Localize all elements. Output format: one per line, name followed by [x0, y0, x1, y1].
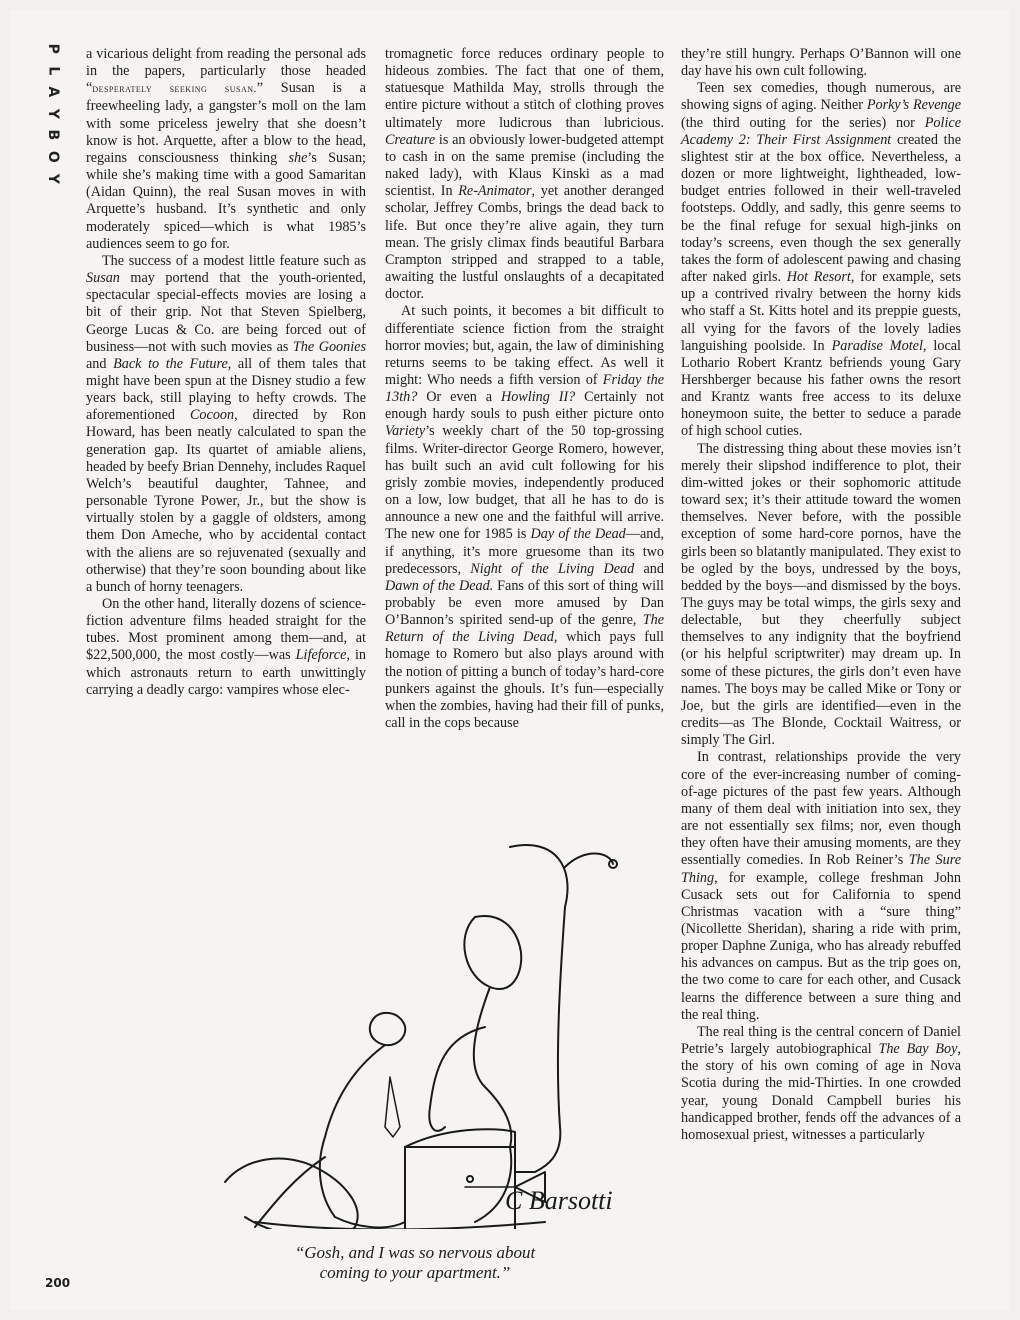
- chair-front-panel: [405, 1147, 515, 1229]
- paragraph: The success of a modest little feature such as Susan may portend that the youth-oriented, spectacular special-effects movies are losing a bit of their grip. Not that Steven Spielberg, George Lucas & Co. are being forced out of business—not with such movies as The Goonies and Back to the Future, all of them tales that might have been spun at the Disney studio a few years back, still playing to hefty crowds. The aforementioned Cocoon, directed by Ron Howard, has been neatly calculated to span the generation gap. Its quartet of amiable aliens, headed by beefy Brian Dennehy, includes Raquel Welch’s beautiful daughter, Tahnee, and personable Tyrone Power, Jr., but the show is virtually stolen by a gaggle of oldsters, among them Don Ameche, who by accidental contact with the aliens are so rejuvenated (sexually and otherwise) that they’re soon bounding about like a bunch of horny teenagers.: [86, 252, 367, 595]
- paragraph: they’re still hungry. Perhaps O’Bannon will one day have his own cult following.: [681, 46, 961, 80]
- cartoon-caption: [215, 1243, 615, 1284]
- masthead-letter: A: [44, 86, 61, 98]
- paragraph: The real thing is the central concern of Daniel Petrie’s largely autobiographical The Bay Boy, the story of his own coming of age in Nova Scotia during the mid-Thirties. In one crowded year, young Donald Campbell buries his handicapped brother, fends off the advances of a homosexual priest, witnesses a particularly: [681, 1023, 961, 1143]
- man-legs: [255, 1157, 405, 1227]
- masthead-letter: L: [44, 65, 61, 75]
- paragraph: a vicarious delight from reading the personal ads in the papers, particularly those headed “desperately seeking susan.” Susan is a freewheeling lady, a gangster’s moll on the lam with some priceless jewelry that she doesn’t know is hot. Arquette, after a blow to the head, regains consciousness thinking she’s Susan; while she’s making time with a good Samaritan (Aidan Quinn), the real Susan moves in with Arquette’s husband. It’s synthetic and only moderately spiced—which is what 1985’s audiences seem to go for.: [86, 46, 366, 252]
- page-number: 200: [45, 1276, 71, 1290]
- masthead-letter: B: [44, 129, 61, 141]
- paragraph: At such points, it becomes a bit difficult to differentiate science fiction from the straight horror movies; but, again, the law of diminishing returns seems to be taking effect. As well it might: Who needs a fifth version of Friday the 13th? Or even a Howling II? Certainly not enough hardy souls to push either picture onto Variety’s weekly chart of the 50 top-grossing films. Writer-director George Romero, however, has built such an avid cult following for his grisly zombie movies, independently produced on a low, low budget, that all he has to do is announce a new one and the faithful will arrive. The new one for 1985 is Day of the Dead—and, if anything, it’s more gruesome than its two predecessors, Night of the Living Dead and Dawn of the Dead. Fans of this sort of thing will probably be even more amused by Dan O’Bannon’s spirited send-up of the genre, The Return of the Living Dead, which pays full homage to Romero but also plays around with the notion of pitting a bunch of today’s hard-core punkers against the ghouls. It’s fun—especially when the zombies, having had their fill of punks, call in the cops because: [385, 303, 665, 732]
- paragraph: Teen sex comedies, though numerous, are showing signs of aging. Neither Porky’s Revenge (the third outing for the series) nor Police Academy 2: Their First Assignment created the slightest stir at the box office. Nevertheless, a dozen or more lightweight, lightheaded, low-budget entries followed in their well-traveled footsteps. Oddly, and sadly, this genre seems to be the final refuge for sexual high-jinks on today’s screens, even though the sex generally takes the form of adolescent pawing and chasing after naked girls. Hot Resort, for example, sets up a contrived rivalry between the horny kids who staff a St. Kitts hotel and its preppie guests, all vying for the favors of the lovely ladies languishing poolside. In Paradise Motel, local Lothario Robert Krantz befriends young Gary Hershberger because his father owns the resort and Krantz wants free access to its deluxe honeymoon suite, the better to seduce a parade of high school cuties.: [681, 80, 962, 440]
- caption-line: coming to your apartment.”: [319, 1263, 511, 1283]
- masthead-letter: Y: [44, 108, 61, 119]
- woman-hair: [464, 916, 521, 989]
- cartoon-illustration: [215, 827, 665, 1229]
- armchair-back: [510, 845, 568, 1172]
- paragraph: On the other hand, literally dozens of science-fiction adventure films headed straight for the tubes. Most prominent among them—and, at $22,500,000, the most costly—was Lifeforce, in which astronauts return to earth unwittingly carrying a deadly cargo: vampires whose elec-: [86, 596, 366, 698]
- paragraph: The distressing thing about these movies isn’t merely their slipshod indifference to plot, their dim-witted jokes or their sophomoric attitude toward sex; it’s their attitude toward the women themselves. Never before, with the possible exception of some hard-core pornos, have the girls been so blatantly manipulated. They exist to be ogled by the boys, undressed by the boys, bedded by the boys—and dismissed by the boys. The guys may be total wimps, the girls sexy and delectable, but they cheerfully subject themselves to any indignity that the boyfriend (or his helpful scriptwriter) may dream up. In some of these pictures, the girls don’t even have names. The boys may be called Mike or Tony or Joe, but the girls are identified—even in the credits—as The Blonde, Cocktail Waitress, or simply The Girl.: [681, 440, 961, 749]
- woman-arm: [429, 1027, 485, 1131]
- man-body: [320, 1045, 385, 1217]
- man-head: [370, 1013, 405, 1045]
- text-column-1: [86, 46, 366, 699]
- masthead-letter: Y: [44, 173, 61, 184]
- necktie: [385, 1077, 400, 1137]
- masthead-letter: P: [44, 43, 61, 54]
- text-column-2: [385, 46, 664, 732]
- magazine-page: [10, 10, 1010, 1310]
- masthead-letter: O: [44, 150, 61, 163]
- armchair-arm: [405, 1129, 515, 1229]
- paragraph: tromagnetic force reduces ordinary people to hideous zombies. The fact that one of them, statuesque Mathilda May, strolls through the entire picture without a stitch of clothing proves ultimately more ludicrous than lubricious. Creature is an obviously lower-budgeted attempt to cash in on the same premise (including the naked lady), with Klaus Kinski as a mad scientist. In Re-Animator, yet another deranged scholar, Jeffrey Combs, brings the dead back to life. But once they’re alive again, they turn mean. The grisly climax finds beautiful Barbara Crampton stripped and strapped to a table, awaiting the lustful onslaughts of a decapitated doctor.: [385, 46, 664, 303]
- paragraph: In contrast, relationships provide the very core of the ever-increasing number of coming-of-age pictures of the past few years. Although many of them deal with initiation into sex, they are not essentially sex films; nor, even though they often have their amusing moments, are they essentially comedies. In Rob Reiner’s The Sure Thing, for example, college freshman John Cusack sets out for California to spend Christmas vacation with a “sure thing” (Nicollette Sheridan), sharing a ride with prim, proper Daphne Zuniga, who has already rebuffed his advances on campus. But as the trip goes on, the two come to care for each other, and Cusack learns the difference between a sure thing and the real thing.: [681, 749, 961, 1023]
- floor-line: [255, 1222, 545, 1229]
- caption-line: “Gosh, and I was so nervous about: [294, 1243, 536, 1262]
- masthead-playboy: [40, 38, 64, 189]
- text-column-3: [681, 46, 961, 1144]
- cartoonist-signature: C Barsotti: [505, 1186, 613, 1215]
